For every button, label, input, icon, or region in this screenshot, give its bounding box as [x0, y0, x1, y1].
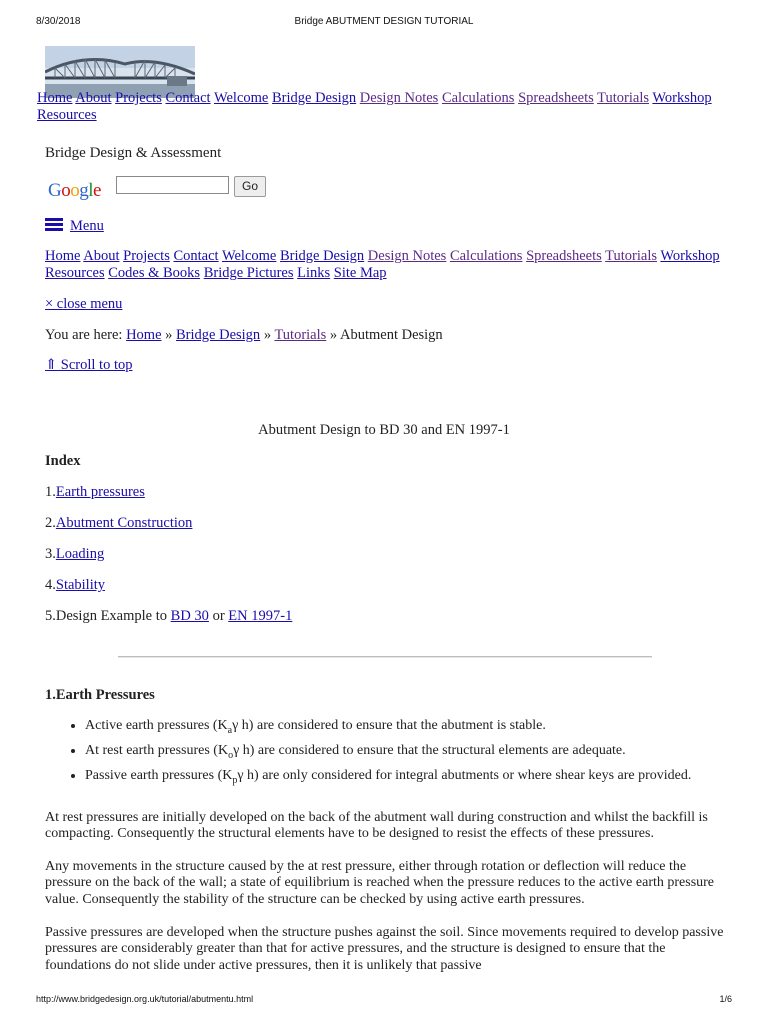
document-title: Abutment Design to BD 30 and EN 1997-1: [258, 422, 510, 438]
index-text: or: [208, 608, 229, 624]
scroll-to-top-link[interactable]: ⇑ Scroll to top: [45, 357, 133, 373]
nav-link-contact[interactable]: Contact: [173, 248, 219, 264]
index-link-bd30[interactable]: BD 30: [170, 608, 209, 624]
index-item: [45, 577, 105, 594]
index-link-abutment-construction[interactable]: Abutment Construction: [55, 515, 193, 531]
main-nav: [45, 248, 735, 282]
top-nav-link-home[interactable]: Home: [37, 90, 73, 106]
print-date: 8/30/2018: [36, 16, 81, 27]
index-link-loading[interactable]: Loading: [55, 546, 105, 562]
breadcrumb-current: Abutment Design: [339, 327, 443, 343]
paragraph: Any movements in the structure caused by the at rest pressure, either through rotation or deflection will reduce the pressure on the back of the wall; a state of equilibrium is reached when the pressure reduces to the active earth pressure value. Consequently the stability of the structure can be checked by using active earth pressures.: [45, 859, 715, 907]
top-nav-link-projects[interactable]: Projects: [115, 90, 162, 106]
index-item: [45, 515, 192, 532]
paragraph: At rest pressures are initially developed on the back of the abutment wall during construction and whilst the backfill is compacting. Consequently the structural elements have to be designed to resist the effects of these pressures.: [45, 810, 708, 842]
nav-link-welcome[interactable]: Welcome: [221, 248, 277, 264]
paragraph: Passive pressures are developed when the structure pushes against the soil. Since movements required to develop passive pressures are considerably greater than that for active pressures, and the structure is designed to ensure that the foundations do not slide under active pressures, then it is unlikely that passive: [45, 925, 724, 973]
breadcrumb-sep: »: [260, 327, 275, 343]
index-link-en1997[interactable]: EN 1997-1: [228, 608, 293, 624]
top-nav-link-resources[interactable]: Resources: [37, 107, 97, 123]
site-name: Bridge Design & Assessment: [45, 145, 222, 161]
index-heading: Index: [45, 453, 81, 469]
breadcrumb-sep: »: [326, 327, 340, 343]
top-nav-link-about[interactable]: About: [75, 90, 112, 106]
breadcrumb-bridge-design[interactable]: Bridge Design: [176, 327, 261, 343]
top-nav-link-spreadsheets[interactable]: Spreadsheets: [518, 90, 594, 106]
index-text: Design Example to: [55, 608, 171, 624]
index-item: [45, 484, 145, 501]
list-item: • At rest earth pressures ($K_o\gamma$ h) are considered to ensure that the structural elements are adequate.: [85, 741, 743, 766]
nav-link-bridge-design[interactable]: Bridge Design: [279, 248, 365, 264]
index-item: [45, 546, 104, 563]
list-item: • Active earth pressures ($K_a\gamma$ h) are considered to ensure that the abutment is stable.: [85, 716, 743, 741]
nav-link-resources[interactable]: Resources: [45, 265, 105, 281]
index-item: [45, 608, 292, 625]
hamburger-icon: [45, 218, 63, 230]
divider: [118, 656, 652, 658]
index-number: 2.: [45, 515, 56, 531]
print-url: http://www.bridgedesign.org.uk/tutorial/abutmentu.html: [36, 994, 254, 1004]
google-logo: Google: [48, 180, 101, 201]
breadcrumb-home[interactable]: Home: [126, 327, 162, 343]
go-button[interactable]: Go: [234, 176, 266, 197]
nav-link-about[interactable]: About: [83, 248, 120, 264]
breadcrumb: [45, 327, 443, 344]
nav-link-bridge-pictures[interactable]: Bridge Pictures: [203, 265, 294, 281]
top-nav-link-workshop[interactable]: Workshop: [652, 90, 712, 106]
breadcrumb-tutorials[interactable]: Tutorials: [274, 327, 327, 343]
nav-link-calculations[interactable]: Calculations: [449, 248, 523, 264]
nav-link-design-notes[interactable]: Design Notes: [367, 248, 447, 264]
index-number: 4.: [45, 577, 56, 593]
index-number: 1.: [45, 484, 56, 500]
section-heading: 1.Earth Pressures: [45, 687, 155, 703]
index-number: 3.: [45, 546, 56, 562]
nav-link-codes-books[interactable]: Codes & Books: [108, 265, 201, 281]
nav-link-home[interactable]: Home: [45, 248, 81, 264]
nav-link-spreadsheets[interactable]: Spreadsheets: [526, 248, 602, 264]
nav-link-projects[interactable]: Projects: [123, 248, 170, 264]
top-nav-link-welcome[interactable]: Welcome: [213, 90, 269, 106]
top-nav-link-bridge-design[interactable]: Bridge Design: [271, 90, 357, 106]
list-item: • Passive earth pressures ($K_p\gamma$ h) are only considered for integral abutments or where shear keys are provided.: [85, 766, 743, 791]
pressure-list: [45, 716, 743, 790]
top-nav: [37, 90, 727, 124]
top-nav-link-tutorials[interactable]: Tutorials: [597, 90, 649, 106]
nav-link-workshop[interactable]: Workshop: [660, 248, 720, 264]
nav-link-site-map[interactable]: Site Map: [333, 265, 387, 281]
menu-link[interactable]: Menu: [70, 218, 104, 234]
print-title: Bridge ABUTMENT DESIGN TUTORIAL: [294, 16, 474, 27]
index-number: 5.: [45, 608, 56, 624]
search-input[interactable]: [116, 176, 229, 194]
nav-link-tutorials[interactable]: Tutorials: [605, 248, 657, 264]
nav-link-links[interactable]: Links: [297, 265, 331, 281]
top-nav-link-design-notes[interactable]: Design Notes: [359, 90, 439, 106]
index-link-earth-pressures[interactable]: Earth pressures: [55, 484, 145, 500]
top-nav-link-calculations[interactable]: Calculations: [441, 90, 515, 106]
index-link-stability[interactable]: Stability: [55, 577, 106, 593]
page-number: 1/6: [719, 994, 732, 1004]
breadcrumb-sep: »: [161, 327, 177, 343]
breadcrumb-prefix: You are here:: [45, 327, 127, 343]
top-nav-link-contact[interactable]: Contact: [165, 90, 211, 106]
close-menu-link[interactable]: × close menu: [45, 296, 123, 312]
